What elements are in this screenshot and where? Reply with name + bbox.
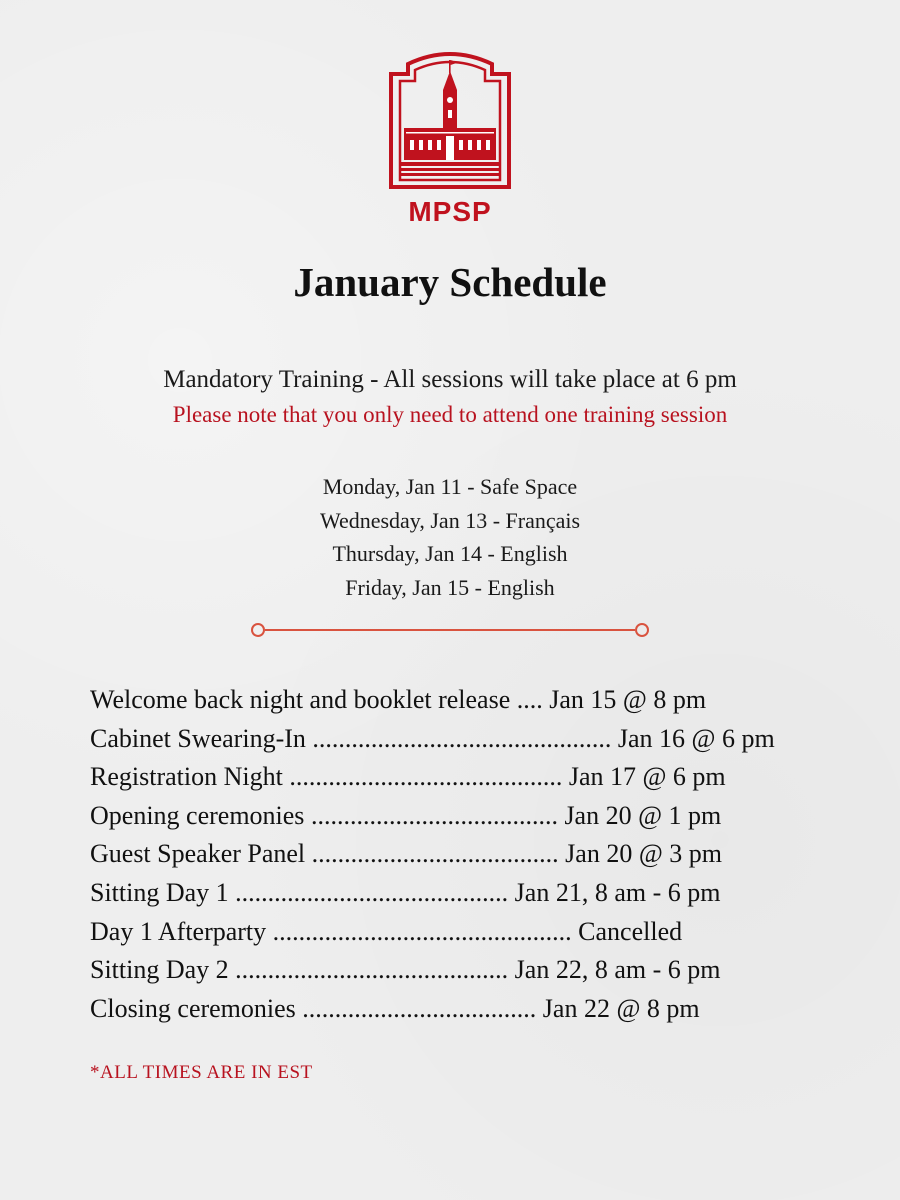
dot-leader: ...................................... bbox=[305, 839, 559, 869]
dot-leader: ...................................... bbox=[304, 800, 558, 830]
event-name: Closing ceremonies bbox=[90, 993, 296, 1023]
event-name: Guest Speaker Panel bbox=[90, 839, 306, 869]
training-heading: Mandatory Training - All sessions will take place at 6 pm bbox=[163, 366, 737, 393]
event-time: Jan 20 @ 3 pm bbox=[565, 839, 722, 869]
schedule-row bbox=[90, 835, 850, 874]
training-note: Please note that you only need to attend one training session bbox=[172, 402, 728, 427]
event-name: Registration Night bbox=[90, 762, 283, 792]
brand-name: MPSP bbox=[408, 196, 492, 227]
event-name: Welcome back night and booklet release bbox=[90, 685, 511, 714]
dot-leader: .............................................. bbox=[266, 916, 572, 946]
event-name: Sitting Day 1 bbox=[90, 877, 229, 907]
schedule-row bbox=[90, 720, 850, 759]
dot-leader: .......................................... bbox=[228, 877, 509, 907]
event-time: Jan 16 @ 6 pm bbox=[617, 723, 775, 753]
schedule-row bbox=[90, 990, 850, 1029]
schedule-row bbox=[90, 874, 850, 913]
training-session-list bbox=[0, 470, 900, 604]
training-session-item: Friday, Jan 15 - English bbox=[345, 574, 555, 600]
page-title: January Schedule bbox=[293, 259, 607, 305]
event-name: Opening ceremonies bbox=[90, 800, 305, 830]
training-session-item: Thursday, Jan 14 - English bbox=[332, 541, 568, 566]
event-name: Cabinet Swearing-In bbox=[90, 723, 306, 753]
dot-leader: .................................... bbox=[295, 993, 537, 1023]
event-time: Jan 22 @ 8 pm bbox=[542, 993, 700, 1023]
event-name: Day 1 Afterparty bbox=[90, 916, 267, 946]
event-time: Jan 20 @ 1 pm bbox=[564, 800, 722, 830]
schedule-row bbox=[90, 797, 850, 836]
schedule-row bbox=[90, 681, 850, 720]
city-hall-logo-icon bbox=[388, 50, 512, 190]
schedule-row bbox=[90, 758, 850, 797]
event-time: Cancelled bbox=[578, 916, 683, 946]
dot-leader: .......................................... bbox=[228, 955, 509, 985]
training-session-item: Monday, Jan 11 - Safe Space bbox=[322, 474, 578, 499]
dot-leader: .... bbox=[510, 685, 543, 714]
dot-leader: .......................................... bbox=[282, 762, 563, 792]
dot-leader: .............................................. bbox=[305, 723, 612, 753]
schedule-row bbox=[90, 951, 850, 990]
section-divider bbox=[250, 620, 650, 640]
event-time: Jan 22, 8 am - 6 pm bbox=[514, 955, 721, 985]
event-schedule-list bbox=[90, 681, 850, 1028]
training-session-item: Wednesday, Jan 13 - Français bbox=[319, 507, 581, 533]
event-time: Jan 15 @ 8 pm bbox=[549, 685, 707, 714]
event-time: Jan 21, 8 am - 6 pm bbox=[514, 877, 721, 907]
schedule-row bbox=[90, 913, 850, 952]
timezone-footnote: *ALL TIMES ARE IN EST bbox=[90, 1062, 313, 1083]
event-name: Sitting Day 2 bbox=[90, 955, 229, 985]
event-time: Jan 17 @ 6 pm bbox=[568, 762, 726, 792]
